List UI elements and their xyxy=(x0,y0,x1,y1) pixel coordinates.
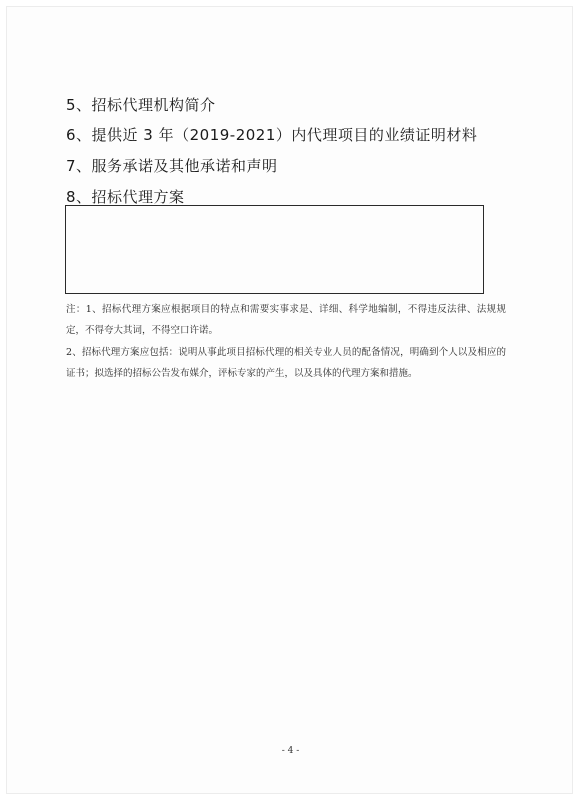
note-1: 注：1、招标代理方案应根据项目的特点和需要实事求是、详细、科学地编制，不得违反法律、法规规定，不得夸大其词，不得空口许诺。 xyxy=(66,304,506,336)
agency-plan-box xyxy=(65,205,484,294)
heading-item-8: 8、招标代理方案 xyxy=(66,188,185,206)
page-number: - 4 - xyxy=(281,746,300,756)
heading-item-6: 6、提供近 3 年（2019-2021）内代理项目的业绩证明材料 xyxy=(66,126,478,144)
note-2: 2、招标代理方案应包括：说明从事此项目招标代理的相关专业人员的配备情况，明确到个人以及相应的证书；拟选择的招标公告发布媒介，评标专家的产生，以及具体的代理方案和措施。 xyxy=(66,347,506,379)
heading-item-5: 5、招标代理机构简介 xyxy=(66,96,216,114)
heading-item-7: 7、服务承诺及其他承诺和声明 xyxy=(66,157,278,175)
